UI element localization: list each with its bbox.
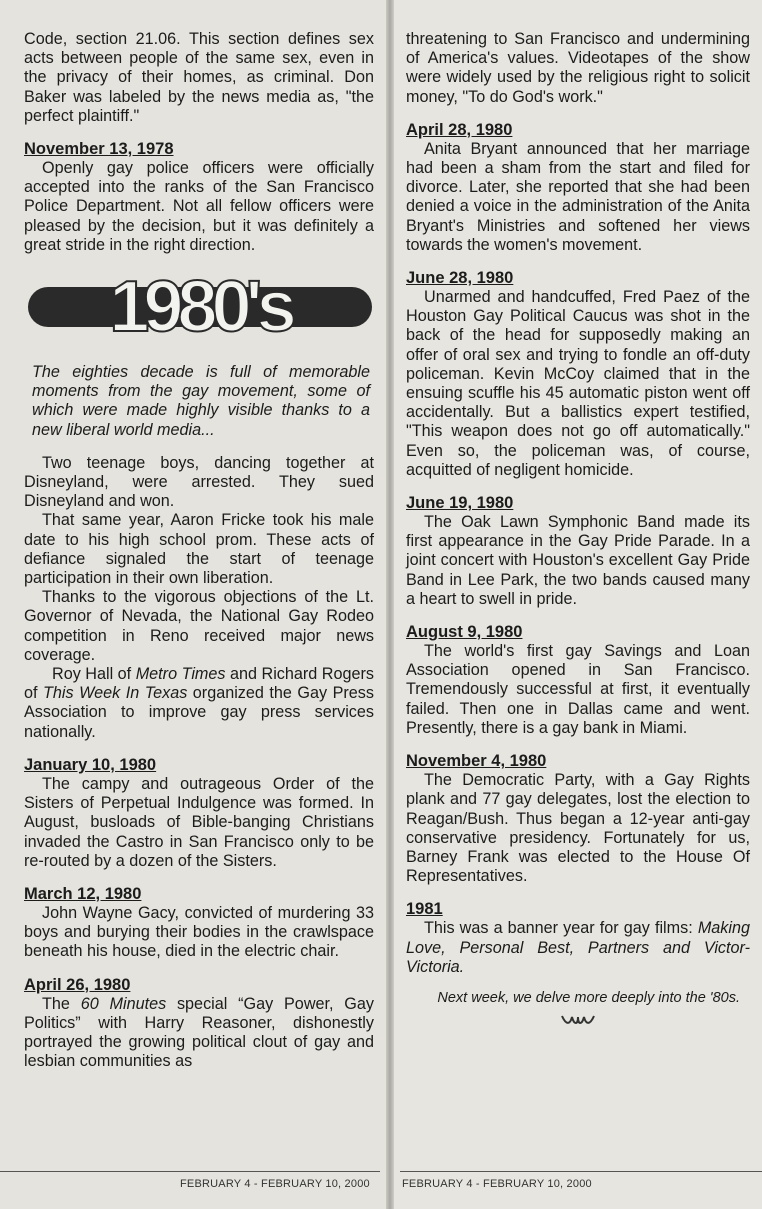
footer-date-right: FEBRUARY 4 - FEBRUARY 10, 2000 bbox=[402, 1178, 592, 1190]
heading-apr-26-1980: April 26, 1980 bbox=[24, 975, 131, 994]
heading-mar-12-1980: March 12, 1980 bbox=[24, 884, 142, 903]
ornament-icon bbox=[406, 1012, 750, 1031]
heading-aug-9-1980: August 9, 1980 bbox=[406, 623, 523, 642]
heading-apr-28-1980: April 28, 1980 bbox=[406, 120, 513, 139]
heading-1981: 1981 bbox=[406, 900, 443, 919]
entry-aug-9-1980: The world's first gay Savings and Loan Association opened in San Francisco. Tremendously successful at first, it eventually failed. Then one in Dallas came and went. Presently, there is a gay bank in Miami. bbox=[406, 642, 750, 737]
footer-date-left: FEBRUARY 4 - FEBRUARY 10, 2000 bbox=[180, 1178, 370, 1190]
page-gutter bbox=[386, 0, 394, 1209]
entry-mar-12-1980: John Wayne Gacy, convicted of murdering 33 boys and burying their bodies in the crawlspace beneath his house, died in the electric chair. bbox=[24, 903, 374, 961]
heading-nov-13-1978: November 13, 1978 bbox=[24, 140, 174, 159]
entry-nov-4-1980: The Democratic Party, with a Gay Rights plank and 77 gay delegates, lost the election to Reagan/Bush. Thus began a 12-year anti-gay conservative presidency. Fortunately for us, Barney Frank was elected to the House Of Representatives. bbox=[406, 771, 750, 886]
entry-jun-28-1980: Unarmed and handcuffed, Fred Paez of the Houston Gay Political Caucus was shot in the back of the head for supposedly making an offer of oral sex and trying to fondle an off-duty policeman. Kevin McCoy claimed that in the ensuing scuffle his 45 automatic piston went off accidentally. But a ballistics expert testified, "This weapon does not go off automatically." Even so, the policeman was, of course, acquitted of negligent homicide. bbox=[406, 288, 750, 479]
footer-rule-left bbox=[0, 1171, 380, 1172]
heading-jan-10-1980: January 10, 1980 bbox=[24, 755, 157, 774]
right-opening-paragraph: threatening to San Francisco and undermining of America's values. Videotapes of the show were widely used by the religious right to solicit money, "To do God's work." bbox=[406, 30, 750, 106]
entry-1981: This was a banner year for gay films: Making Love, Personal Best, Partners and Victor-Victoria. bbox=[406, 919, 750, 976]
right-column bbox=[406, 30, 750, 1031]
entry-jun-19-1980: The Oak Lawn Symphonic Band made its first appearance in the Gay Pride Parade. In a joint concert with Houston's excellent Gay Pride Band in Lee Park, the two bands caused many a heart to swell in pride. bbox=[406, 513, 750, 608]
heading-jun-28-1980: June 28, 1980 bbox=[406, 269, 514, 288]
entry-apr-28-1980: Anita Bryant announced that her marriage had been a sham from the start and filed for divorce. Later, she reported that she had been denied a voice in the administration of the Anita Bryant's Ministries and softened her views towards the women's movement. bbox=[406, 139, 750, 254]
decade-banner bbox=[28, 267, 372, 348]
para-rodeo: Thanks to the vigorous objections of the Lt. Governor of Nevada, the National Gay Rodeo competition in Reno received major news coverage. bbox=[24, 588, 374, 664]
banner-title: 1980's bbox=[109, 267, 291, 348]
decade-intro: The eighties decade is full of memorable moments from the gay movement, some of which were made highly visible thanks to a new liberal world media... bbox=[32, 363, 370, 439]
entry-jan-10-1980: The campy and outrageous Order of the Sisters of Perpetual Indulgence was formed. In August, busloads of Bible-banging Christians invaded the Castro in San Francisco only to be re-routed by a dozen of the Sisters. bbox=[24, 774, 374, 870]
heading-nov-4-1980: November 4, 1980 bbox=[406, 752, 547, 771]
para-prom: That same year, Aaron Fricke took his male date to his high school prom. These acts of defiance signaled the start of teenage participation in their own liberation. bbox=[24, 511, 374, 588]
entry-nov-13-1978: Openly gay police officers were officially accepted into the ranks of the San Francisco Police Department. Not all fellow officers were pleased by the decision, but it was definitely a great stride in the right direction. bbox=[24, 159, 374, 254]
heading-jun-19-1980: June 19, 1980 bbox=[406, 494, 514, 513]
para-press-association: Roy Hall of Metro Times and Richard Rogers of This Week In Texas organized the Gay Press Association to improve gay press services nationally. bbox=[24, 665, 374, 741]
para-disneyland: Two teenage boys, dancing together at Disneyland, were arrested. They sued Disneyland and won. bbox=[24, 453, 374, 511]
entry-apr-26-1980: The 60 Minutes special “Gay Power, Gay Politics” with Harry Reasoner, dishonestly portrayed the growing political clout of gay and lesbian communities as bbox=[24, 994, 374, 1071]
left-column bbox=[24, 30, 374, 1071]
closing-note: Next week, we delve more deeply into the '80s. bbox=[437, 989, 740, 1006]
footer-rule-right bbox=[400, 1171, 762, 1172]
left-opening-paragraph: Code, section 21.06. This section defines sex acts between people of the same sex, even in the privacy of their homes, as criminal. Don Baker was labeled by the news media as, "the perfect plaintiff." bbox=[24, 30, 374, 125]
